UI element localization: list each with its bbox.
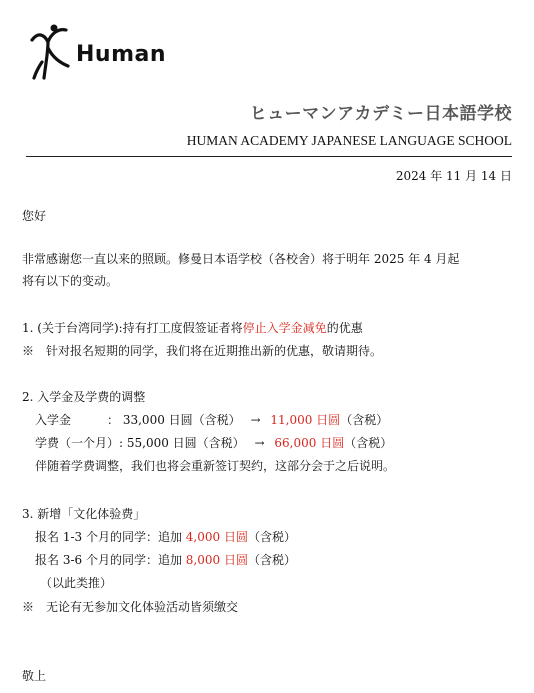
intro-line-2: 将有以下的变动。 [22,274,119,288]
greeting: 您好 [22,209,47,223]
human-logo [28,22,166,84]
entrance-fee-label: 入学金 ： [35,413,120,427]
dancing-figure-icon [28,22,72,84]
item2-note: 伴随着学费调整，我们也将会重新签订契约，这部分会于之后说明。 [35,459,396,473]
item3-title: 3. 新增「文化体验费」 [22,507,146,521]
school-name-jp: ヒューマンアカデミー日本語学校 [249,104,512,124]
item1-highlight: 停止入学金减免 [242,321,327,335]
item3-row-1-3-months [35,529,296,545]
row2-tax: （含税） [247,553,296,567]
arrow-icon: → [254,436,265,450]
entrance-fee-new: 11,000 日圆 [270,413,341,427]
item3-row-3-6-months [35,552,296,568]
entrance-fee-old: 33,000 日圆（含税） [122,413,241,427]
closing: 敬上 [22,669,47,683]
row1-prefix: 报名 1-3 个月的同学：追加 [35,530,186,544]
tuition-tax: （含税） [344,436,393,450]
entrance-fee-tax: （含税） [340,413,389,427]
school-name-en: HUMAN ACADEMY JAPANESE LANGUAGE SCHOOL [186,133,512,148]
row2-amount: 8,000 日圆 [185,553,248,567]
tuition-new: 66,000 日圆 [274,436,345,450]
tuition-old: 55,000 日圆（含税） [126,436,245,450]
item1-prefix: 1. (关于台湾同学):持有打工度假签证者将 [22,321,243,335]
letter-date: 2024 年 11 月 14 日 [395,169,512,183]
tuition-label: 学费（一个月）: [35,436,124,450]
item2-row-tuition [35,435,392,451]
item3-note: ※ 无论有无参加文化体验活动皆须缴交 [22,600,239,614]
row2-prefix: 报名 3-6 个月的同学：追加 [35,553,186,567]
arrow-icon: → [250,413,261,427]
item1-suffix: 的优惠 [326,321,363,335]
intro-line-1: 非常感谢您一直以来的照顾。修曼日本语学校（各校舍）将于明年 2025 年 4 月起 [22,252,460,266]
logo-text: Human [76,41,167,67]
item2-row-entrance-fee [35,412,388,428]
item1-note: ※ 针对报名短期的同学，我们将在近期推出新的优惠，敬请期待。 [22,344,383,358]
item1-line [22,320,363,336]
header-divider [26,156,512,157]
item3-etc: （以此类推） [40,576,113,590]
item2-title: 2. 入学金及学费的调整 [22,390,146,404]
row1-tax: （含税） [247,530,296,544]
row1-amount: 4,000 日圆 [185,530,248,544]
